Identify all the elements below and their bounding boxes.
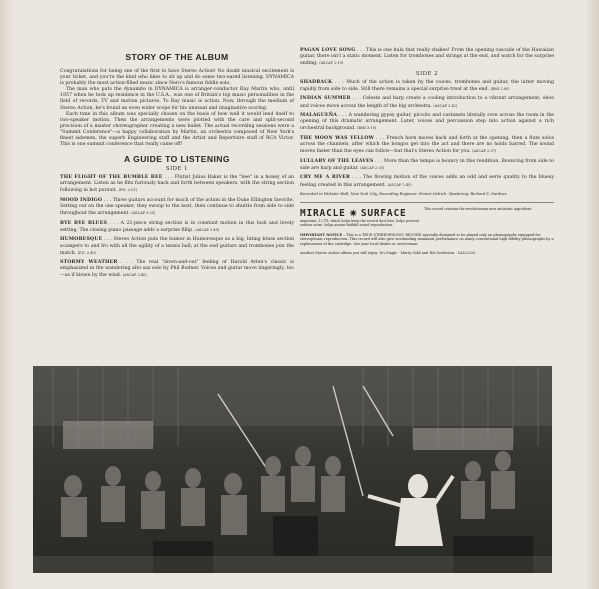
track-description: . . . Much of the action is taken by the voices, trombones and guitar, the latter moving rapidly from side to side. Still there remains a special surprise treat at the end. bbox=[300, 79, 554, 92]
notice-label: IMPORTANT NOTICE bbox=[300, 232, 343, 237]
track-description: . . . A 22-piece string section is in constant motion in this lush and lovely setting. The closing piano passage adds a surprise fillip. bbox=[60, 220, 294, 233]
orchestra-photo-image bbox=[33, 366, 552, 573]
track-description: . . . French horn moves back and forth at the opening, then a flute solos across the channels, after which the bongos get into the act and there are no holds barred. The sound moves faster than the eyes can follow—but that's Stereo Action for you. bbox=[300, 135, 554, 155]
track-info: (BMI 2:00) bbox=[490, 86, 510, 91]
track-info: (ASCAP 2:42) bbox=[433, 103, 458, 108]
track-info: (ASCAP 2:45) bbox=[387, 182, 412, 187]
track-description: . . . The real "down-and-out" feeling of Harold Arlen's classic is emphasized in the wandering alto sax solo by Phil Bodner. Voices and guitar move lingeringly, too—as if blown by the wind. bbox=[60, 260, 294, 279]
track-description: . . . Stereo Action puts the humor in Humoresque as a big, biting brass section scampers to and fro with all the agility of a tennis ball; at the end guitars and trombones join the match. bbox=[60, 237, 294, 256]
track-title: MOOD INDIGO bbox=[60, 198, 103, 203]
track-description: . . . This is one hula that really shakes! From the opening cascade of the Hawaiian guitar, there isn't a static moment. Listen for trombones and strings at the end, and watch for the surprise ending. bbox=[300, 48, 554, 67]
track-entry bbox=[300, 136, 554, 155]
side-2-label: SIDE 2 bbox=[415, 70, 439, 77]
track-title: MALAGUEÑA bbox=[300, 113, 338, 119]
star-icon: ✷ bbox=[348, 207, 358, 221]
track-entry bbox=[60, 198, 294, 217]
track-title: INDIAN SUMMER bbox=[300, 96, 351, 102]
right-column bbox=[300, 48, 554, 256]
track-info: (P.D. 2:40) bbox=[77, 250, 97, 255]
track-entry bbox=[60, 260, 294, 279]
guide-title: A GUIDE TO LISTENING bbox=[124, 154, 230, 165]
recording-credits: Recorded in Webster Hall, New York City. Recording Engineer: Ernest Oelrich. Mastering: Richard S. Gardner. bbox=[300, 192, 508, 197]
important-notice bbox=[300, 233, 554, 247]
surface-word: SURFACE bbox=[360, 208, 407, 220]
track-info: (ASCAP 2:40) bbox=[122, 273, 147, 278]
track-title: STORMY WEATHER bbox=[60, 260, 118, 266]
track-entry bbox=[300, 159, 554, 172]
track-info: (ASCAP 2:35) bbox=[360, 165, 385, 170]
miracle-surface-subtitle: important, 12 TS, which helps keep the record dust free, helps prevent surface noise, helps assure faithful sound reproduction. bbox=[300, 219, 419, 228]
track-info: (P.D. 2:01) bbox=[118, 188, 137, 193]
track-title: PAGAN LOVE SONG bbox=[300, 48, 356, 53]
track-info: (ASCAP 2:37) bbox=[472, 149, 497, 154]
track-title: SHADRACK bbox=[300, 79, 333, 85]
track-entry bbox=[60, 237, 294, 256]
story-title: STORY OF THE ALBUM bbox=[125, 52, 229, 62]
miracle-surface-text: This record contains the revolutionary new antistatic ingredient bbox=[424, 207, 532, 212]
track-description: . . . The flowing motion of the voices adds an odd and eerie quality to the bluesy feeling created in this arrangement. bbox=[300, 175, 554, 188]
track-info: (BMI 3:10) bbox=[357, 126, 377, 131]
story-paragraph: Congratulations for being one of the first to have Stereo Action! No doubt musical excitement is your ticket, and you're the kind who likes to sit up and do some two-eared listening. DYNAMICA is probably the most action-filled music since Nero's famous fiddle solo. bbox=[60, 69, 294, 87]
track-entry bbox=[300, 96, 554, 109]
track-title: THE MOON WAS YELLOW bbox=[300, 135, 375, 141]
track-entry bbox=[300, 175, 554, 188]
track-entry bbox=[60, 221, 294, 234]
track-title: CRY ME A RIVER bbox=[300, 175, 351, 181]
track-description: . . . A wandering gypsy guitar, piccolo and castanets literally rove across the room in the opening of this dramatic arrangement. Later, voices and percussion step into action against a rich orchestral background. bbox=[300, 113, 554, 132]
track-entry bbox=[300, 113, 554, 132]
track-entry bbox=[60, 175, 294, 194]
track-description: . . . Celeste and harp create a cooling introduction to a vibrant arrangement; oboe and voices move across the length of the big orchestra. bbox=[300, 96, 554, 109]
track-title: THE FLIGHT OF THE BUMBLE BEE bbox=[60, 175, 163, 181]
track-info: (ASCAP 2:45) bbox=[195, 227, 220, 232]
track-description: . . . More than the tempo is bouncy in this rendition. Bouncing from side to side are harp and guitar. bbox=[300, 158, 554, 171]
story-paragraph: Each tune in this album was specially chosen on the basis of how well it would lend itself to two-speaker motion. Then the arrangements were plotted with the care and split-second precision of a master choreographer creating a new ballet. The actual recording sessions were a "Summit Conference"—a happy collaboration by Martin, an orchestra composed of New York's finest sidemen, the superb Engineering staff and the Artist and Repertoire staff of RCA Victor. This is one summit conference that really came off! bbox=[60, 111, 294, 148]
miracle-surface-box bbox=[300, 202, 554, 227]
track-entry bbox=[300, 80, 554, 93]
story-paragraph: The man who puts the dynamite in DYNAMICA is arranger-conductor Ray Martin who, until 1957 when he took up residence in the U.S.A., was one of Britain's top music personalities in the field of records, TV and motion pictures. To Ray music is action. Now, through the medium of Stereo Action, he's found an even wider scope for his unusual and imaginative scoring. bbox=[60, 87, 294, 111]
track-description: . . . Three guitars account for much of the action in the Duke Ellington favorite. Setting out on the one speaker, they swoop to the next, then continue to shuttle from side to side throughout the arrangement. bbox=[60, 198, 294, 217]
track-info: (ASCAP 3:25) bbox=[131, 211, 156, 216]
track-title: HUMORESQUE bbox=[60, 237, 103, 243]
side-1-label: SIDE 1 bbox=[165, 166, 189, 173]
track-title: LULLABY OF THE LEAVES bbox=[300, 158, 374, 164]
miracle-word: MIRACLE bbox=[300, 208, 346, 220]
left-column bbox=[60, 52, 294, 283]
miracle-surface-logo-block bbox=[300, 207, 420, 227]
orchestra-photo bbox=[33, 366, 552, 573]
track-description: . . . Flutist Julius Baker is the "bee" in a honey of an arrangement. Listen as he flits furiously back and forth between speakers, with the string section following in hot pursuit. bbox=[60, 175, 294, 194]
track-entry bbox=[300, 48, 554, 67]
notice-text: – This is a TRUE STEREOPHONIC RECORD specially designed to be played only on phonographs equipped for stereophonic reproduction. This record will also give outstanding monaural performance on many conventional high fidelity phonographs by a replacement of the cartridge. See your local dealer or serviceman. bbox=[300, 232, 554, 246]
track-title: BYE BYE BLUES bbox=[60, 220, 108, 226]
track-info: (ASCAP 2:19) bbox=[319, 61, 344, 66]
another-album-note: Another Stereo Action album you will enjoy: It's Magic · Marty Gold and His Orchestra · LSA-2230 bbox=[300, 251, 476, 255]
